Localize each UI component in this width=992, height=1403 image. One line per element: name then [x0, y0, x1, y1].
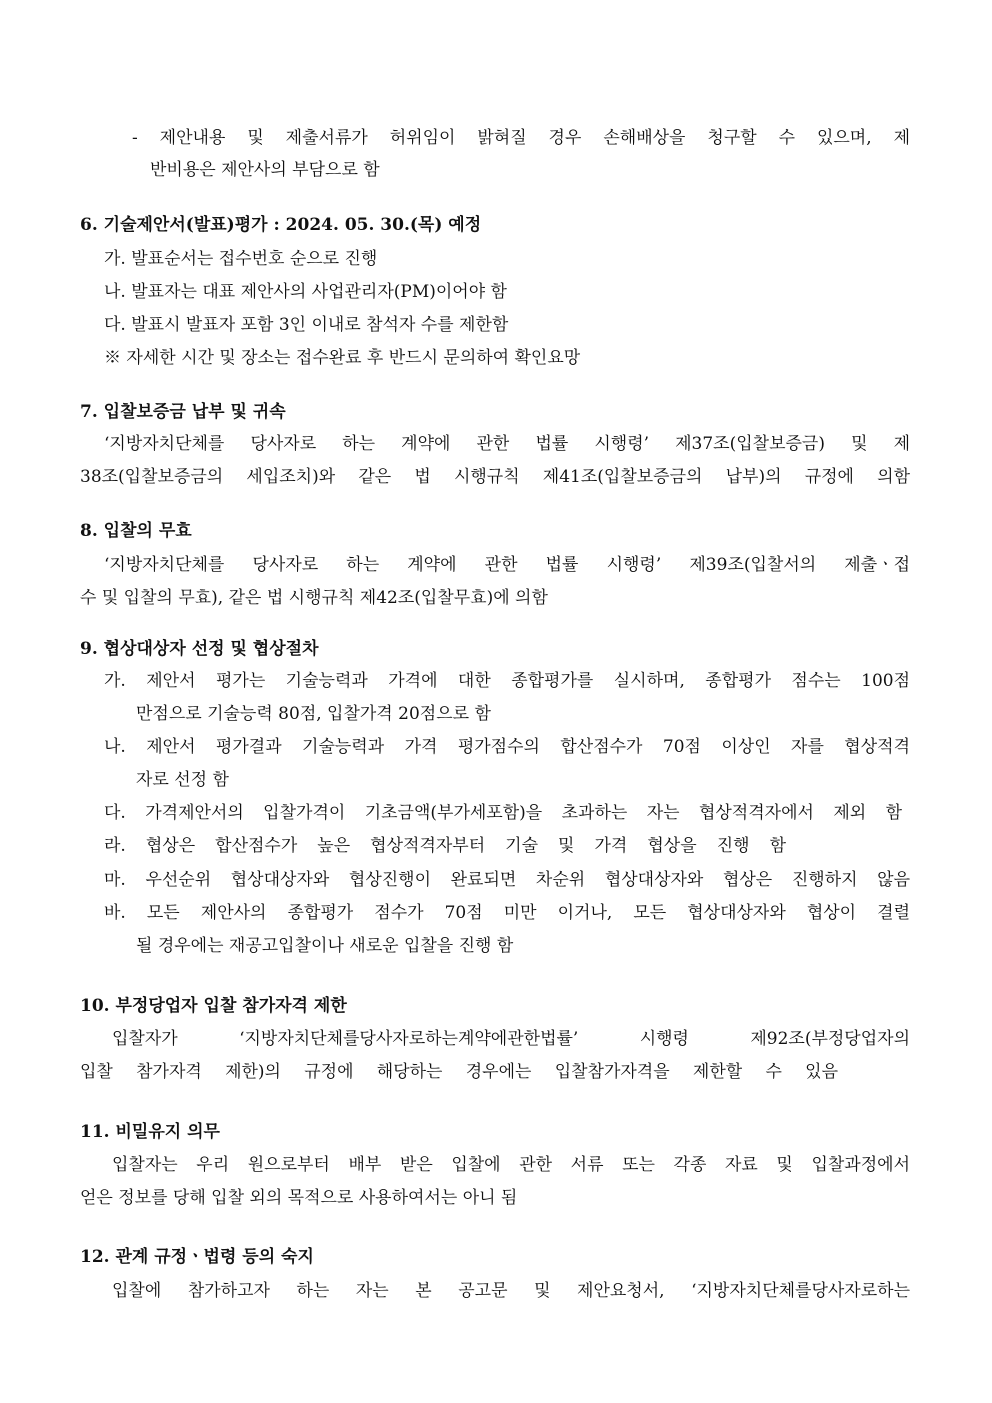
section-9-item-ga-line-2: 만점으로 기술능력 80점, 입찰가격 20점으로 함 [136, 704, 491, 724]
section-10-line-1: 입찰자가 ‘지방자치단체를당사자로하는계약에관한법률’ 시행령 제92조(부정당업자의 [112, 1029, 910, 1049]
section-10-line-2: 입찰 참가자격 제한)의 규정에 해당하는 경우에는 입찰참가자격을 제한할 수 있음 [80, 1062, 838, 1082]
section-6-item-na: 나. 발표자는 대표 제안사의 사업관리자(PM)이어야 함 [104, 282, 507, 302]
intro-line-2: 반비용은 제안사의 부담으로 함 [150, 160, 380, 180]
section-6-item-ga: 가. 발표순서는 접수번호 순으로 진행 [104, 249, 378, 269]
section-11-line-1: 입찰자는 우리 원으로부터 배부 받은 입찰에 관한 서류 또는 각종 자료 및 입찰과정에서 [112, 1155, 910, 1175]
section-12-heading: 12. 관계 규정ㆍ법령 등의 숙지 [80, 1247, 314, 1267]
section-8-line-2: 수 및 입찰의 무효), 같은 법 시행규칙 제42조(입찰무효)에 의함 [80, 588, 548, 608]
section-9-item-ba-line-2: 될 경우에는 재공고입찰이나 새로운 입찰을 진행 함 [136, 936, 514, 956]
section-9-item-na-line-1: 나. 제안서 평가결과 기술능력과 가격 평가점수의 합산점수가 70점 이상인 자를 협상적격 [104, 737, 910, 757]
section-10-heading: 10. 부정당업자 입찰 참가자격 제한 [80, 996, 347, 1016]
section-8-heading: 8. 입찰의 무효 [80, 521, 192, 541]
section-6-item-da: 다. 발표시 발표자 포함 3인 이내로 참석자 수를 제한함 [104, 315, 509, 335]
section-9-heading: 9. 협상대상자 선정 및 협상절차 [80, 639, 319, 659]
section-9-item-na-line-2: 자로 선정 함 [136, 770, 229, 790]
section-9-item-ba-line-1: 바. 모든 제안사의 종합평가 점수가 70점 미만 이거나, 모든 협상대상자와 협상이 결렬 [104, 903, 910, 923]
section-9-item-ra: 라. 협상은 합산점수가 높은 협상적격자부터 기술 및 가격 협상을 진행 함 [104, 836, 786, 856]
section-9-item-da: 다. 가격제안서의 입찰가격이 기초금액(부가세포함)을 초과하는 자는 협상적격자에서 제외 함 [104, 803, 902, 823]
section-9-item-ma: 마. 우선순위 협상대상자와 협상진행이 완료되면 차순위 협상대상자와 협상은 진행하지 않음 [104, 870, 910, 890]
section-7-line-1: ‘지방자치단체를 당사자로 하는 계약에 관한 법률 시행령’ 제37조(입찰보증금) 및 제 [104, 434, 910, 454]
section-11-heading: 11. 비밀유지 의무 [80, 1122, 220, 1142]
section-6-note: ※ 자세한 시간 및 장소는 접수완료 후 반드시 문의하여 확인요망 [104, 348, 581, 368]
section-7-heading: 7. 입찰보증금 납부 및 귀속 [80, 402, 286, 422]
section-11-line-2: 얻은 정보를 당해 입찰 외의 목적으로 사용하여서는 아니 됨 [80, 1188, 518, 1208]
intro-line-1: - 제안내용 및 제출서류가 허위임이 밝혀질 경우 손해배상을 청구할 수 있으며, 제 [132, 128, 910, 148]
section-6-heading: 6. 기술제안서(발표)평가 : 2024. 05. 30.(목) 예정 [80, 215, 482, 235]
section-7-line-2: 38조(입찰보증금의 세입조치)와 같은 법 시행규칙 제41조(입찰보증금의 납부)의 규정에 의함 [80, 467, 910, 487]
section-8-line-1: ‘지방자치단체를 당사자로 하는 계약에 관한 법률 시행령’ 제39조(입찰서의 제출ㆍ접 [104, 555, 910, 575]
section-12-line-1: 입찰에 참가하고자 하는 자는 본 공고문 및 제안요청서, ‘지방자치단체를당사자로하는 [112, 1281, 910, 1301]
section-9-item-ga-line-1: 가. 제안서 평가는 기술능력과 가격에 대한 종합평가를 실시하며, 종합평가 점수는 100점 [104, 671, 910, 691]
